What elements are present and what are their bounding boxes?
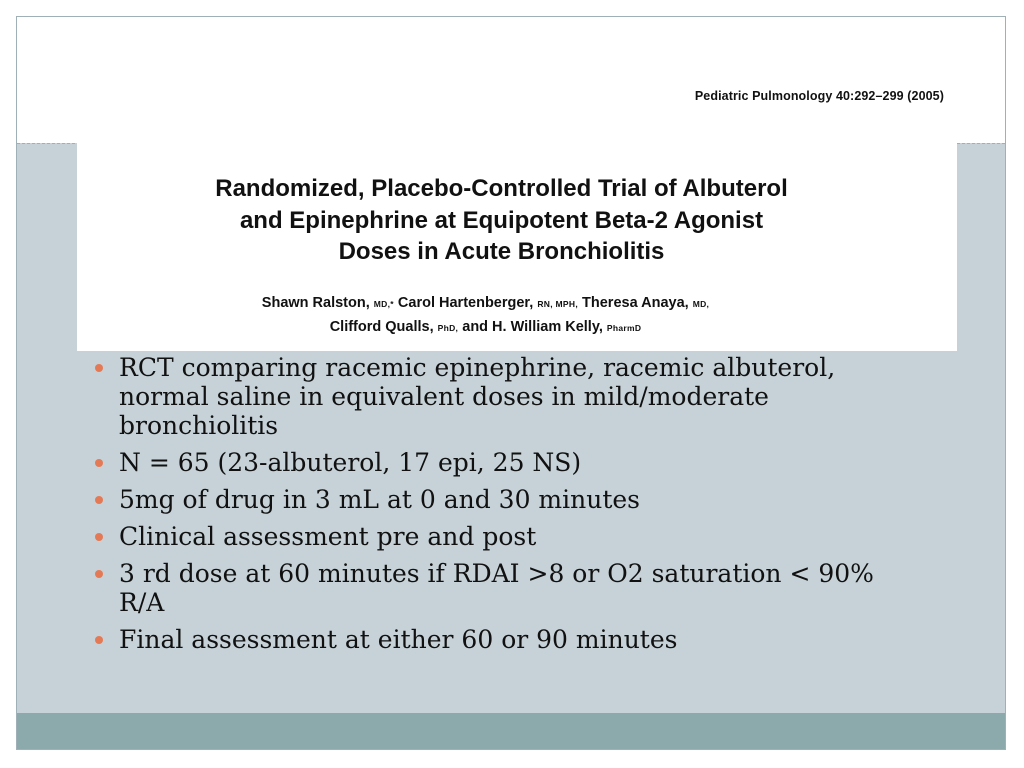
bullet-text — [119, 353, 835, 440]
bullet-line: N = 65 (23-albuterol, 17 epi, 25 NS) — [119, 448, 582, 477]
bullet-icon — [95, 364, 103, 372]
article-header-image — [77, 17, 957, 351]
slide — [16, 16, 1006, 750]
footer-band — [17, 713, 1005, 749]
bullet-icon — [95, 636, 103, 644]
bullet-item — [87, 485, 967, 514]
bullet-list — [87, 353, 967, 662]
bullet-icon — [95, 570, 103, 578]
article-title-line: Randomized, Placebo-Controlled Trial of Albuterol — [215, 175, 788, 202]
author-name: Theresa Anaya, — [582, 295, 689, 311]
author-name: and H. William Kelly, — [462, 319, 603, 335]
bullet-icon — [95, 496, 103, 504]
author-name: Clifford Qualls, — [329, 319, 434, 335]
article-title — [77, 173, 926, 268]
author-degree: PharmD — [606, 323, 642, 333]
bullet-line: normal saline in equivalent doses in mild/moderate — [119, 382, 769, 411]
article-authors — [77, 292, 894, 340]
bullet-line: Final assessment at either 60 or 90 minutes — [119, 625, 678, 654]
bullet-item — [87, 522, 967, 551]
author-degree: PhD, — [437, 323, 459, 333]
bullet-item — [87, 353, 967, 440]
author-degree: MD, — [692, 299, 710, 309]
journal-reference: Pediatric Pulmonology 40:292–299 (2005) — [694, 89, 944, 103]
bullet-line: R/A — [119, 588, 165, 617]
bullet-icon — [95, 533, 103, 541]
bullet-line: Clinical assessment pre and post — [119, 522, 537, 551]
authors-line — [77, 316, 894, 340]
bullet-line: 5mg of drug in 3 mL at 0 and 30 minutes — [119, 485, 641, 514]
bullet-item — [87, 559, 967, 617]
author-degree: RN, MPH, — [537, 299, 578, 309]
author-name: Shawn Ralston, — [261, 295, 370, 311]
authors-line — [77, 292, 894, 316]
author-name: Carol Hartenberger, — [397, 295, 534, 311]
bullet-line: bronchiolitis — [119, 411, 279, 440]
article-title-line: and Epinephrine at Equipotent Beta-2 Agonist — [239, 206, 764, 234]
bullet-item — [87, 625, 967, 654]
bullet-icon — [95, 459, 103, 467]
bullet-line: 3 rd dose at 60 minutes if RDAI >8 or O2 saturation < 90% — [119, 559, 874, 588]
article-title-line: Doses in Acute Bronchiolitis — [338, 238, 665, 265]
bullet-text — [119, 559, 874, 617]
author-degree: MD,* — [373, 299, 394, 309]
bullet-line: RCT comparing racemic epinephrine, racemic albuterol, — [119, 353, 836, 382]
bullet-item — [87, 448, 967, 477]
